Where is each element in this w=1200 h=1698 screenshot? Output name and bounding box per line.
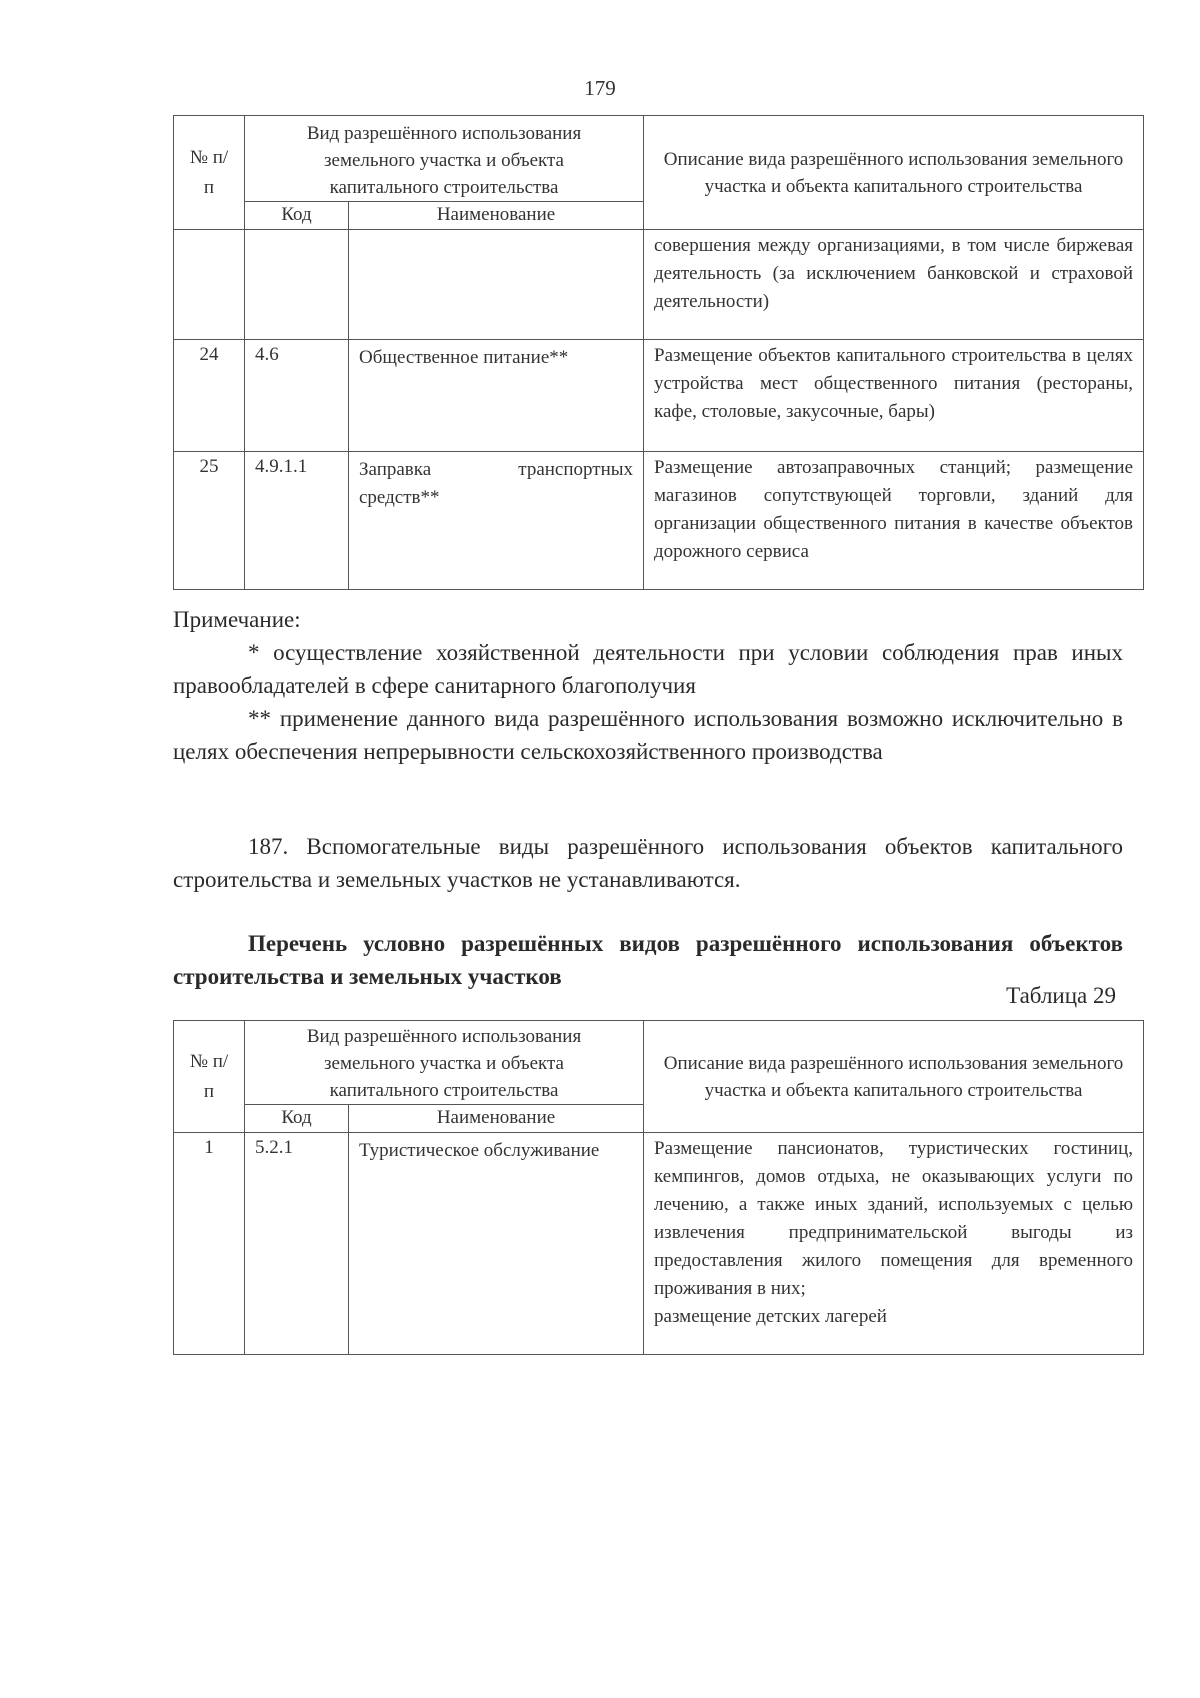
header-num-label: № п/п [189, 1050, 229, 1102]
page-number: 179 [584, 76, 616, 100]
header-code: Код [245, 1105, 349, 1133]
row-description-text: Размещение пансионатов, туристических гостиниц, кемпингов, домов отдыха, не оказывающих услуги по лечению, а также иных зданий, используемых с целью извлечения предпринимательской выгоды из предоставления жилого помещения для временного проживания в них; [654, 1138, 1134, 1299]
header-group-label: Вид разрешённого использования земельного участка и объекта капитального строительства [306, 1026, 582, 1101]
row-description: совершения между организациями, в том числе биржевая деятельность (за исключением банковской и страховой деятельности) [644, 230, 1144, 340]
header-description-label: Описание вида разрешённого использования земельного участка и объекта капитального строительства [663, 148, 1124, 197]
row-name: Туристическое обслуживание [349, 1133, 644, 1355]
row-code [245, 230, 349, 340]
section-title: Перечень условно разрешённых видов разрешённого использования объектов строительства и земельных участков [173, 931, 1123, 989]
table-row [174, 452, 1144, 590]
paragraph-187: 187. Вспомогательные виды разрешённого использования объектов капитального строительства и земельных участков не устанавливаются. [173, 834, 1123, 892]
row-code: 4.6 [245, 340, 349, 452]
row-name [349, 230, 644, 340]
header-description-label: Описание вида разрешённого использования земельного участка и объекта капитального строительства [663, 1052, 1124, 1101]
table-conditional-uses [173, 1020, 1144, 1355]
header-group-label: Вид разрешённого использования земельного участка и объекта капитального строительства [306, 123, 582, 198]
row-num: 24 [174, 340, 245, 452]
row-num: 1 [174, 1133, 245, 1355]
note-title: Примечание: [173, 607, 301, 632]
row-name: Общественное питание** [349, 340, 644, 452]
header-description [644, 116, 1144, 230]
row-description-text-2: размещение детских лагерей [654, 1306, 887, 1327]
table-caption: Таблица 29 [1006, 983, 1116, 1008]
table-row [174, 230, 1144, 340]
row-code: 4.9.1.1 [245, 452, 349, 590]
header-name: Наименование [349, 1105, 644, 1133]
table-row [174, 1133, 1144, 1355]
row-num [174, 230, 245, 340]
note-item: ** применение данного вида разрешённого использования возможно исключительно в целях обеспечения непрерывности сельскохозяйственного производства [173, 706, 1123, 764]
row-description: Размещение объектов капитального строительства в целях устройства мест общественного питания (рестораны, кафе, столовые, закусочные, бары) [644, 340, 1144, 452]
row-code: 5.2.1 [245, 1133, 349, 1355]
header-name: Наименование [349, 202, 644, 230]
header-num [174, 116, 245, 230]
header-description [644, 1021, 1144, 1133]
row-name: Заправка транспортных средств** [349, 452, 644, 590]
table-continuation [173, 115, 1144, 590]
row-num: 25 [174, 452, 245, 590]
row-description: Размещение автозаправочных станций; размещение магазинов сопутствующей торговли, зданий для организации общественного питания в качестве объектов дорожного сервиса [644, 452, 1144, 590]
header-code: Код [245, 202, 349, 230]
table-row [174, 340, 1144, 452]
header-num-label: № п/п [189, 146, 229, 198]
header-num [174, 1021, 245, 1133]
header-group [245, 116, 644, 202]
header-group [245, 1021, 644, 1105]
row-description [644, 1133, 1144, 1355]
note-item: * осуществление хозяйственной деятельности при условии соблюдения прав иных правообладателей в сфере санитарного благополучия [173, 640, 1123, 698]
